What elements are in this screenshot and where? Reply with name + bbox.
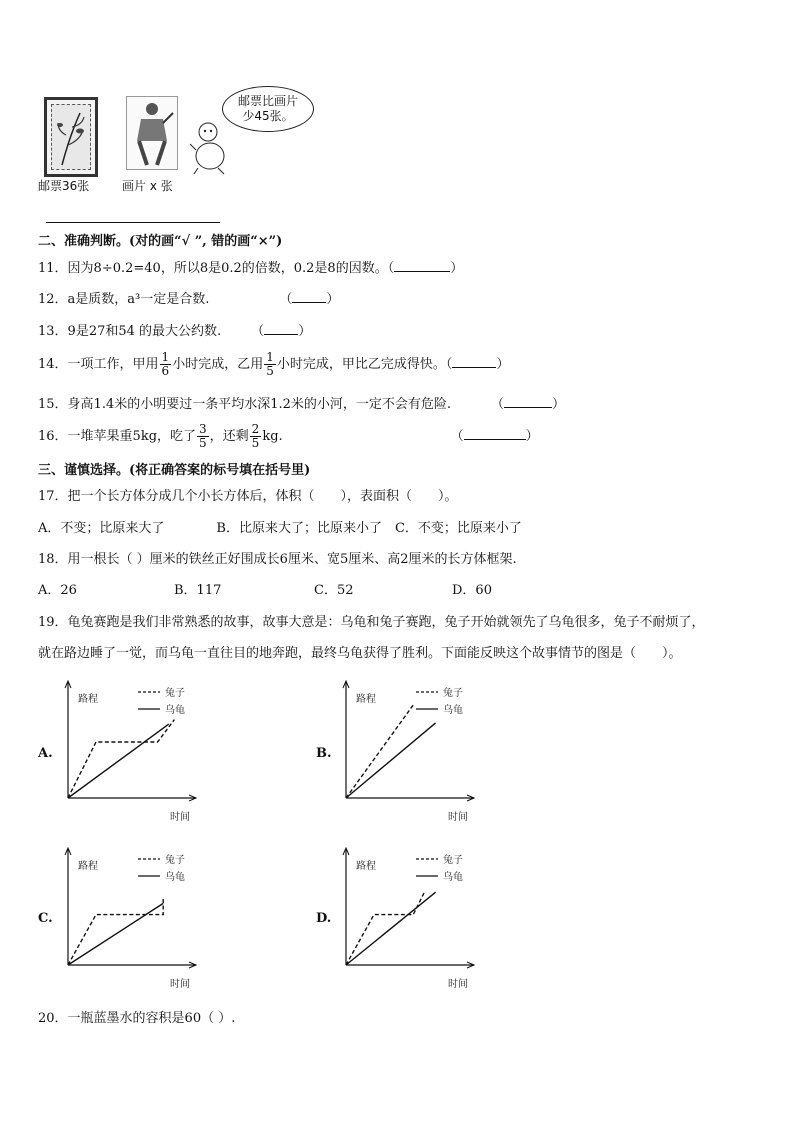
question-12: 12．a是质数，a³一定是合数. （ ）	[38, 292, 340, 307]
chart-b-svg	[314, 676, 494, 826]
stamp-caption: 邮票36张	[38, 179, 90, 193]
question-11-text: 11．因为8÷0.2=40，所以8是0.2的倍数，0.2是8的因数。	[38, 261, 388, 276]
chart-option-label[interactable]: D.	[316, 911, 332, 926]
y-axis-label: 路程	[78, 861, 98, 872]
question-14-text-b: 小时完成，乙用	[172, 357, 264, 372]
picture-card	[126, 96, 178, 170]
answer-blank-12[interactable]	[292, 290, 326, 303]
option-18a[interactable]: A．26	[38, 583, 77, 598]
question-14: 14．一项工作，甲用 $\frac{1}{6}$ 小时完成，乙用 $\frac{1}{5}$ 小时完成，甲比乙完成得快。（ ）	[38, 350, 510, 378]
question-18: 18．用一根长（ ）厘米的铁丝正好围成长6厘米、宽5厘米、高2厘米的长方体框架.	[38, 552, 517, 567]
legend-label: 乌龟	[443, 705, 463, 716]
series-line-乌龟	[346, 892, 436, 965]
question-15: 15．身高1.4米的小明要过一条平均水深1.2米的小河，一定不会有危险. （ ）	[38, 397, 566, 412]
fraction-two-fifths: $\frac{2}{5}$	[251, 422, 260, 450]
chart-c-svg	[36, 843, 216, 993]
speech-line-2: 少45张。	[242, 109, 294, 123]
question-11: 11．因为8÷0.2=40，所以8是0.2的倍数，0.2是8的因数。（ ）	[38, 261, 464, 276]
warrior-icon	[127, 97, 177, 169]
question-13: 13．9是27和54 的最大公约数. （ ）	[38, 324, 312, 339]
chart-d-svg	[314, 843, 494, 993]
x-axis-label: 时间	[170, 979, 190, 990]
section3-heading: 三、谨慎选择。(将正确答案的标号填在括号里)	[38, 463, 311, 478]
question-20: 20．一瓶蓝墨水的容积是60（ ）.	[38, 1011, 236, 1026]
series-line-兔子	[346, 705, 413, 798]
chart-b	[314, 676, 494, 826]
cartoon-figure	[188, 120, 238, 180]
legend-label: 乌龟	[165, 872, 185, 883]
x-axis-label: 时间	[448, 812, 468, 823]
option-18d[interactable]: D．60	[452, 583, 492, 598]
chart-d	[314, 843, 494, 993]
speech-line-1: 邮票比画片	[237, 94, 298, 108]
answer-blank-13[interactable]	[264, 322, 298, 335]
question-19-line2: 就在路边睡了一觉，而乌龟一直往目的地奔跑，最终乌龟获得了胜利。下面能反映这个故事情节的图是（ ）。	[38, 646, 682, 661]
question-17-options: A．不变；比原来大了 B．比原来大了；比原来小了 C．不变；比原来小了	[38, 521, 522, 536]
chart-c	[36, 843, 216, 993]
legend-label: 兔子	[165, 855, 185, 866]
answer-blank-15[interactable]	[504, 395, 552, 408]
series-line-兔子	[346, 892, 424, 965]
chart-a	[36, 676, 216, 826]
y-axis-label: 路程	[78, 694, 98, 705]
answer-line[interactable]	[46, 222, 220, 223]
legend-label: 兔子	[165, 688, 185, 699]
question-19-line1: 19．龟兔赛跑是我们非常熟悉的故事，故事大意是：乌龟和兔子赛跑，兔子开始就领先了乌龟很多，兔子不耐烦了，	[38, 615, 705, 630]
section2-heading: 二、准确判断。(对的画“√ ”, 错的画“×”)	[38, 234, 283, 249]
legend-label: 乌龟	[165, 705, 185, 716]
series-line-乌龟	[68, 903, 163, 965]
chart-option-label[interactable]: A.	[38, 746, 53, 761]
speech-bubble	[222, 86, 314, 132]
question-12-text: 12．a是质数，a³一定是合数.	[38, 292, 210, 307]
answer-blank-14[interactable]	[452, 355, 496, 368]
stamp-picture	[44, 97, 98, 177]
series-line-兔子	[68, 898, 163, 965]
legend-label: 兔子	[443, 688, 463, 699]
series-line-乌龟	[68, 724, 169, 798]
question-13-text: 13．9是27和54 的最大公约数.	[38, 324, 222, 339]
picture-caption: 画片 x 张	[122, 179, 173, 193]
plant-icon	[52, 105, 90, 169]
fraction-three-fifths: $\frac{3}{5}$	[199, 422, 207, 450]
question-14-text-a: 14．一项工作，甲用	[38, 357, 159, 372]
chart-option-label[interactable]: C.	[38, 911, 53, 926]
question-16: 16．一堆苹果重5kg，吃了 $\frac{3}{5}$ ，还剩 $\frac{2}{5}$ kg. （ ）	[38, 422, 539, 450]
y-axis-label: 路程	[356, 694, 376, 705]
answer-blank-16[interactable]	[464, 427, 526, 440]
question-18-options	[38, 582, 492, 600]
fraction-one-fifth: $\frac{1}{5}$	[266, 350, 274, 378]
question-16-text-a: 16．一堆苹果重5kg，吃了	[38, 429, 197, 444]
answer-blank-11[interactable]	[394, 259, 450, 272]
question-15-text: 15．身高1.4米的小明要过一条平均水深1.2米的小河，一定不会有危险.	[38, 397, 452, 412]
question-17: 17．把一个长方体分成几个小长方体后，体积（ ），表面积（ ）。	[38, 489, 458, 504]
question-14-text-c: 小时完成，甲比乙完成得快。	[276, 357, 446, 372]
fraction-one-sixth: $\frac{1}{6}$	[161, 350, 170, 378]
chart-option-label[interactable]: B.	[316, 746, 332, 761]
x-axis-label: 时间	[448, 979, 468, 990]
question-16-text-c: kg.	[262, 429, 283, 444]
question-16-text-b: ，还剩	[209, 429, 249, 444]
option-18b[interactable]: B．117	[174, 583, 222, 598]
option-18c[interactable]: C．52	[314, 583, 354, 598]
y-axis-label: 路程	[356, 861, 376, 872]
cartoon-character-icon	[188, 120, 238, 176]
x-axis-label: 时间	[170, 812, 190, 823]
legend-label: 兔子	[443, 855, 463, 866]
series-line-乌龟	[346, 723, 436, 798]
chart-a-svg	[36, 676, 216, 826]
legend-label: 乌龟	[443, 872, 463, 883]
